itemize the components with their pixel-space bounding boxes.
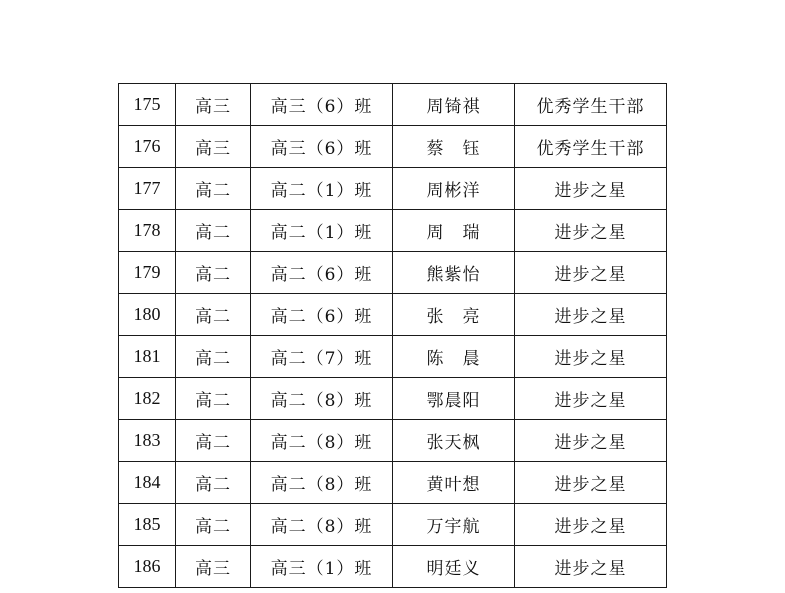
table-row — [119, 252, 667, 294]
table-row — [119, 84, 667, 126]
class-cell: 高二（8）班 — [251, 504, 393, 546]
student-name-cell: 万宇航 — [393, 504, 515, 546]
grade-cell: 高二 — [176, 294, 251, 336]
row-number-cell: 178 — [119, 210, 176, 252]
table-row — [119, 294, 667, 336]
class-cell: 高三（6）班 — [251, 126, 393, 168]
grade-cell: 高三 — [176, 546, 251, 588]
award-cell: 进步之星 — [515, 210, 667, 252]
award-cell: 优秀学生干部 — [515, 126, 667, 168]
award-cell: 进步之星 — [515, 546, 667, 588]
award-cell: 进步之星 — [515, 252, 667, 294]
class-cell: 高三（1）班 — [251, 546, 393, 588]
class-cell: 高二（6）班 — [251, 252, 393, 294]
award-cell: 进步之星 — [515, 420, 667, 462]
student-name-cell: 张 亮 — [393, 294, 515, 336]
grade-cell: 高三 — [176, 84, 251, 126]
grade-cell: 高三 — [176, 126, 251, 168]
class-cell: 高二（8）班 — [251, 420, 393, 462]
grade-cell: 高二 — [176, 252, 251, 294]
table-row — [119, 420, 667, 462]
award-cell: 进步之星 — [515, 378, 667, 420]
table-row — [119, 210, 667, 252]
student-name-cell: 陈 晨 — [393, 336, 515, 378]
award-cell: 进步之星 — [515, 168, 667, 210]
student-name-cell: 熊紫怡 — [393, 252, 515, 294]
row-number-cell: 186 — [119, 546, 176, 588]
row-number-cell: 175 — [119, 84, 176, 126]
table-row — [119, 336, 667, 378]
row-number-cell: 181 — [119, 336, 176, 378]
class-cell: 高二（1）班 — [251, 210, 393, 252]
student-name-cell: 黄叶想 — [393, 462, 515, 504]
grade-cell: 高二 — [176, 504, 251, 546]
class-cell: 高三（6）班 — [251, 84, 393, 126]
award-cell: 进步之星 — [515, 462, 667, 504]
grade-cell: 高二 — [176, 336, 251, 378]
student-name-cell: 张天枫 — [393, 420, 515, 462]
class-cell: 高二（7）班 — [251, 336, 393, 378]
grade-cell: 高二 — [176, 168, 251, 210]
class-cell: 高二（6）班 — [251, 294, 393, 336]
table-row — [119, 504, 667, 546]
row-number-cell: 185 — [119, 504, 176, 546]
student-name-cell: 周彬洋 — [393, 168, 515, 210]
table-row — [119, 168, 667, 210]
award-cell: 进步之星 — [515, 504, 667, 546]
table-row — [119, 126, 667, 168]
table-row — [119, 462, 667, 504]
student-name-cell: 蔡 钰 — [393, 126, 515, 168]
row-number-cell: 177 — [119, 168, 176, 210]
table-row — [119, 378, 667, 420]
row-number-cell: 180 — [119, 294, 176, 336]
student-name-cell: 明廷义 — [393, 546, 515, 588]
award-cell: 优秀学生干部 — [515, 84, 667, 126]
grade-cell: 高二 — [176, 462, 251, 504]
student-name-cell: 周 瑞 — [393, 210, 515, 252]
row-number-cell: 183 — [119, 420, 176, 462]
grade-cell: 高二 — [176, 210, 251, 252]
class-cell: 高二（8）班 — [251, 378, 393, 420]
award-cell: 进步之星 — [515, 294, 667, 336]
student-name-cell: 周锜祺 — [393, 84, 515, 126]
award-list-table — [118, 83, 667, 588]
class-cell: 高二（1）班 — [251, 168, 393, 210]
row-number-cell: 182 — [119, 378, 176, 420]
row-number-cell: 184 — [119, 462, 176, 504]
table-row — [119, 546, 667, 588]
class-cell: 高二（8）班 — [251, 462, 393, 504]
award-cell: 进步之星 — [515, 336, 667, 378]
row-number-cell: 179 — [119, 252, 176, 294]
grade-cell: 高二 — [176, 420, 251, 462]
grade-cell: 高二 — [176, 378, 251, 420]
row-number-cell: 176 — [119, 126, 176, 168]
student-name-cell: 鄂晨阳 — [393, 378, 515, 420]
